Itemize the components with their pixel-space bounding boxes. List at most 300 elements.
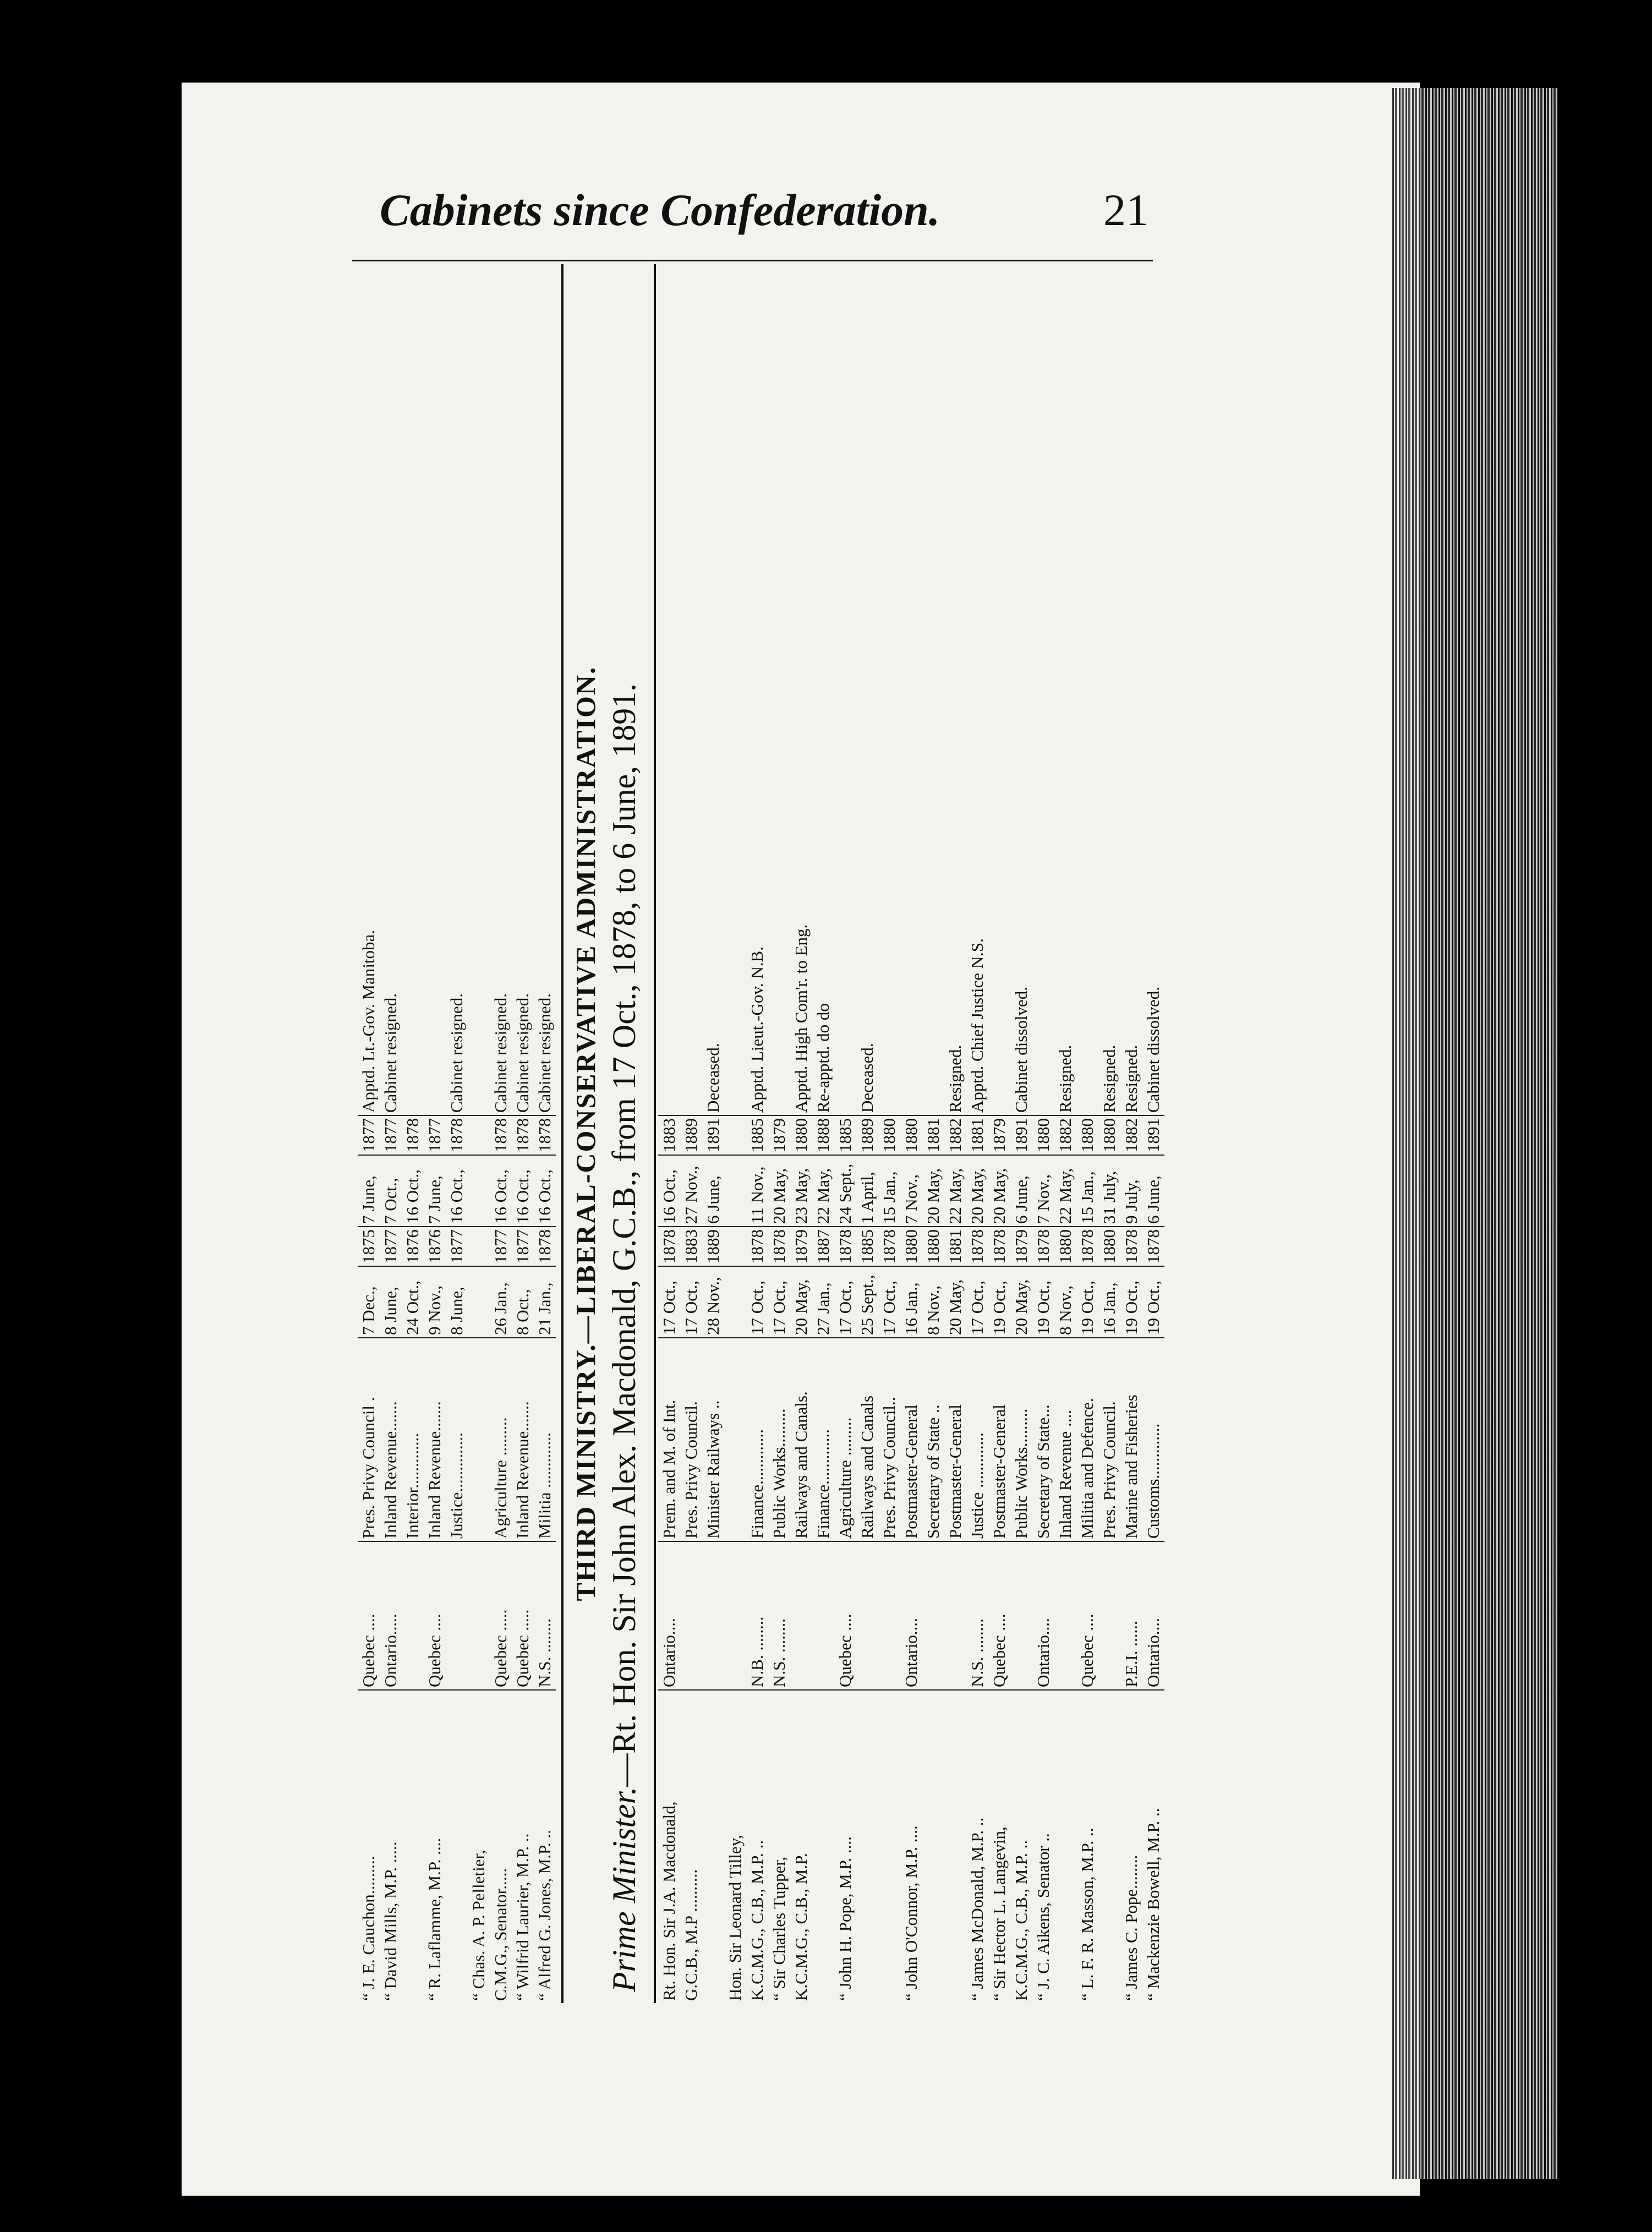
- table-cell: Quebec ....: [424, 1541, 446, 1690]
- table-cell: Agriculture .........: [490, 1338, 512, 1541]
- table-cell: Pres. Privy Council.: [680, 1338, 702, 1541]
- table-cell: 1891: [702, 1115, 724, 1155]
- table-cell: “ David Mills, M.P. .....: [380, 1690, 402, 2003]
- table-cell: 8 Nov.,: [1054, 1266, 1076, 1338]
- table-cell: N.S. ........: [966, 1541, 988, 1690]
- table-cell: Cabinet resigned.: [381, 993, 400, 1113]
- table-cell: 22 May,: [1054, 1155, 1076, 1227]
- table-cell: “ Chas. A. P. Pelletier,: [468, 1690, 490, 2003]
- table-cell: 1880: [1054, 1227, 1076, 1266]
- table-cell: Ontario....: [900, 1541, 922, 1690]
- table-cell: Postmaster-General: [944, 1338, 966, 1541]
- table-cell: 25 Sept.,: [856, 1266, 878, 1338]
- table-cell: [922, 1690, 944, 2003]
- table-cell: “ John H. Pope, M.P. ....: [834, 1690, 856, 2003]
- table-cell: 20 May,: [988, 1155, 1010, 1227]
- table-cell: Resigned.: [1099, 1044, 1119, 1113]
- table-cell: [790, 1541, 812, 1690]
- table-row: [424, 264, 446, 2003]
- table-cell: “ James McDonald, M.P. ..: [966, 1690, 988, 2003]
- table-row: [702, 264, 724, 2003]
- table-row: [658, 264, 680, 2003]
- table-cell: [812, 1690, 834, 2003]
- table-cell: [468, 1541, 490, 1690]
- table-cell: N.B. ........: [746, 1541, 768, 1690]
- table-cell: 1887: [812, 1227, 834, 1266]
- table-cell: [988, 264, 1010, 1115]
- table-cell: 1877: [380, 1227, 402, 1266]
- table-cell: Public Works.........: [768, 1338, 790, 1541]
- table-cell: G.C.B., M.P ..........: [680, 1690, 702, 2003]
- table-cell: 1878: [1032, 1227, 1054, 1266]
- table-cell: 17 Oct.,: [680, 1266, 702, 1338]
- table-cell: [878, 1690, 900, 2003]
- table-cell: 1883: [658, 1115, 680, 1155]
- table-cell: 16 Oct.,: [534, 1155, 556, 1227]
- table-cell: Cabinet resigned.: [491, 993, 510, 1113]
- table-cell: “ R. Laflamme, M.P. ....: [424, 1690, 446, 2003]
- prime-minister-label: Prime Minister.: [606, 1786, 642, 1992]
- table-cell: [900, 264, 922, 1115]
- table-cell: [680, 264, 702, 1115]
- table-cell: “ L. F. R. Masson, M.P. ..: [1076, 1690, 1098, 2003]
- table-cell: Militia .............: [534, 1338, 556, 1541]
- rotated-table-block: [352, 264, 1163, 2003]
- table-cell: [468, 1115, 490, 1155]
- table-cell: 1885: [746, 1115, 768, 1155]
- table-cell: 1878: [402, 1115, 424, 1155]
- table-cell: 19 Oct.,: [1120, 1266, 1142, 1338]
- table-cell: Secretary of State...: [1032, 1338, 1054, 1541]
- table-cell: 16 Oct.,: [658, 1155, 680, 1227]
- table-cell: “ James C. Pope........: [1120, 1690, 1142, 2003]
- table-cell: Quebec ....: [358, 1541, 380, 1690]
- table-cell: [812, 1541, 834, 1690]
- table-row: [878, 264, 900, 2003]
- table-cell: Apptd. High Com'r. to Eng.: [791, 924, 811, 1113]
- table-cell: 1882: [1120, 1115, 1142, 1155]
- table-cell: 1891: [1142, 1115, 1164, 1155]
- table-cell: Pres. Privy Council.: [1098, 1338, 1120, 1541]
- table-cell: 23 May,: [790, 1155, 812, 1227]
- table-cell: 1880: [878, 1115, 900, 1155]
- table-cell: N.S. ........: [534, 1541, 556, 1690]
- table-cell: 1879: [988, 1115, 1010, 1155]
- table-cell: Inland Revenue.......: [380, 1338, 402, 1541]
- table-cell: 21 Jan.,: [534, 1266, 556, 1338]
- table-cell: 16 Jan.,: [1098, 1266, 1120, 1338]
- table-cell: [1054, 1541, 1076, 1690]
- page-number: 21: [1103, 185, 1148, 235]
- table-cell: 17 Oct.,: [746, 1266, 768, 1338]
- table-cell: 6 June,: [1010, 1155, 1032, 1227]
- table-cell: 1876: [424, 1227, 446, 1266]
- table-cell: [402, 1690, 424, 2003]
- table-row: [468, 264, 490, 2003]
- table-cell: 1880: [1032, 1115, 1054, 1155]
- table-cell: C.M.G., Senator.....: [490, 1690, 512, 2003]
- table-cell: Prem. and M. of Int.: [658, 1338, 680, 1541]
- table-cell: 31 July,: [1098, 1155, 1120, 1227]
- table-cell: 1883: [680, 1227, 702, 1266]
- table-cell: 19 Oct.,: [1032, 1266, 1054, 1338]
- table-cell: 15 Jan.,: [1076, 1155, 1098, 1227]
- table-cell: 1879: [768, 1115, 790, 1155]
- table-cell: 1878: [490, 1115, 512, 1155]
- table-cell: Postmaster-General: [900, 1338, 922, 1541]
- table-cell: 1878: [658, 1227, 680, 1266]
- table-cell: 7 Nov.,: [1032, 1155, 1054, 1227]
- table-cell: [468, 1266, 490, 1338]
- third-ministry-table: [658, 264, 1164, 2003]
- table-cell: [1032, 264, 1054, 1115]
- table-row: [358, 264, 380, 2003]
- table-cell: [658, 264, 680, 1115]
- table-cell: 1878: [746, 1227, 768, 1266]
- table-cell: 1880: [1098, 1227, 1120, 1266]
- table-cell: 1885: [856, 1227, 878, 1266]
- table-cell: [1076, 264, 1098, 1115]
- header-rule: [352, 260, 1153, 261]
- table-cell: 1878: [534, 1227, 556, 1266]
- table-cell: 16 Oct.,: [446, 1155, 468, 1227]
- table-cell: [1098, 1690, 1120, 2003]
- table-cell: 17 Oct.,: [966, 1266, 988, 1338]
- table-cell: Railways and Canals.: [790, 1338, 812, 1541]
- table-cell: Inland Revenue.......: [424, 1338, 446, 1541]
- table-cell: 9 July,: [1120, 1155, 1142, 1227]
- table-cell: “ Sir Charles Tupper,: [768, 1690, 790, 2003]
- table-row: [380, 264, 402, 2003]
- table-cell: 1878: [834, 1227, 856, 1266]
- table-cell: 19 Oct.,: [1076, 1266, 1098, 1338]
- table-cell: [724, 1115, 746, 1155]
- table-cell: Apptd. Lt.-Gov. Manitoba.: [359, 929, 378, 1113]
- table-cell: [724, 1338, 746, 1541]
- table-cell: 20 May,: [790, 1266, 812, 1338]
- table-cell: 1878: [1142, 1227, 1164, 1266]
- table-cell: Justice .............: [966, 1338, 988, 1541]
- table-row: [680, 264, 702, 2003]
- table-row: [746, 264, 768, 2003]
- table-cell: 1880: [900, 1115, 922, 1155]
- table-row: [834, 264, 856, 2003]
- table-cell: Resigned.: [1122, 1044, 1141, 1113]
- table-cell: 16 Oct.,: [512, 1155, 534, 1227]
- table-cell: 1889: [856, 1115, 878, 1155]
- table-cell: Railways and Canals: [856, 1338, 878, 1541]
- table-cell: [1098, 1541, 1120, 1690]
- table-row: [900, 264, 922, 2003]
- table-cell: K.C.M.G., C.B., M.P. ..: [746, 1690, 768, 2003]
- table-row: [724, 264, 746, 2003]
- table-cell: 7 Oct.,: [380, 1155, 402, 1227]
- table-cell: Cabinet resigned.: [535, 993, 554, 1113]
- table-cell: 1877: [424, 1115, 446, 1155]
- table-cell: 1878: [988, 1227, 1010, 1266]
- table-cell: [468, 1227, 490, 1266]
- table-cell: 8 June,: [380, 1266, 402, 1338]
- table-cell: Cabinet dissolved.: [1011, 986, 1031, 1113]
- table-cell: N.S. ........: [768, 1541, 790, 1690]
- table-cell: Quebec ....: [834, 1541, 856, 1690]
- table-cell: [834, 264, 856, 1115]
- table-cell: 1880: [900, 1227, 922, 1266]
- table-cell: 8 June,: [446, 1266, 468, 1338]
- table-row: [966, 264, 988, 2003]
- table-cell: 8 Oct.,: [512, 1266, 534, 1338]
- table-row: [812, 264, 834, 2003]
- table-cell: Apptd. Chief Justice N.S.: [967, 938, 987, 1113]
- table-row: [1120, 264, 1142, 2003]
- table-cell: 1889: [680, 1115, 702, 1155]
- table-cell: 1 April,: [856, 1155, 878, 1227]
- table-cell: Resigned.: [1055, 1044, 1075, 1113]
- table-cell: 20 May,: [922, 1155, 944, 1227]
- table-cell: 16 Oct.,: [490, 1155, 512, 1227]
- table-cell: 1889: [702, 1227, 724, 1266]
- table-row: [1010, 264, 1032, 2003]
- table-cell: Marine and Fisheries: [1120, 1338, 1142, 1541]
- table-cell: [446, 1541, 468, 1690]
- table-row: [944, 264, 966, 2003]
- table-cell: Cabinet resigned.: [447, 993, 466, 1113]
- table-cell: 1878: [1120, 1227, 1142, 1266]
- table-cell: Deceased.: [857, 1043, 877, 1113]
- table-cell: Apptd. Lieut.-Gov. N.B.: [747, 947, 767, 1113]
- table-cell: 20 May,: [1010, 1266, 1032, 1338]
- table-cell: [724, 1227, 746, 1266]
- table-cell: 1879: [790, 1227, 812, 1266]
- table-cell: 17 Oct.,: [658, 1266, 680, 1338]
- table-cell: “ J. C. Aikens, Senator ..: [1032, 1690, 1054, 2003]
- table-cell: 15 Jan.,: [878, 1155, 900, 1227]
- table-cell: 1878: [768, 1227, 790, 1266]
- table-cell: “ John O'Connor, M.P. ....: [900, 1690, 922, 2003]
- table-cell: [944, 1690, 966, 2003]
- table-row: [1076, 264, 1098, 2003]
- table-cell: 28 Nov.,: [702, 1266, 724, 1338]
- table-row: [768, 264, 790, 2003]
- table-row: [402, 264, 424, 2003]
- table-cell: 1878: [966, 1227, 988, 1266]
- running-title: Cabinets since Confederation.: [380, 185, 940, 235]
- table-cell: 8 Nov.,: [922, 1266, 944, 1338]
- table-cell: 1891: [1010, 1115, 1032, 1155]
- table-cell: 1878: [1076, 1227, 1098, 1266]
- table-row: [1032, 264, 1054, 2003]
- table-cell: 17 Oct.,: [878, 1266, 900, 1338]
- table-cell: 1880: [922, 1227, 944, 1266]
- table-cell: [768, 264, 790, 1115]
- table-row: [490, 264, 512, 2003]
- table-cell: Resigned.: [945, 1044, 965, 1113]
- table-cell: Militia and Defence.: [1076, 1338, 1098, 1541]
- table-row: [1054, 264, 1076, 2003]
- table-cell: [878, 1541, 900, 1690]
- table-cell: [446, 1690, 468, 2003]
- table-cell: 1876: [402, 1227, 424, 1266]
- table-cell: Re-apptd. do do: [813, 1003, 833, 1113]
- table-row: [1142, 264, 1164, 2003]
- table-cell: [468, 264, 490, 1115]
- table-cell: [1054, 1690, 1076, 2003]
- table-cell: [922, 264, 944, 1115]
- table-cell: 1877: [512, 1227, 534, 1266]
- table-cell: 17 Oct.,: [768, 1266, 790, 1338]
- table-cell: 17 Oct.,: [834, 1266, 856, 1338]
- table-cell: [468, 1155, 490, 1227]
- table-cell: [680, 1541, 702, 1690]
- table-cell: 1877: [380, 1115, 402, 1155]
- table-cell: P.E.I. ......: [1120, 1541, 1142, 1690]
- table-row: [922, 264, 944, 2003]
- table-cell: [1010, 1541, 1032, 1690]
- table-cell: [468, 1338, 490, 1541]
- table-cell: Ontario....: [658, 1541, 680, 1690]
- table-cell: [724, 1155, 746, 1227]
- table-cell: Quebec .....: [490, 1541, 512, 1690]
- table-cell: 1879: [1010, 1227, 1032, 1266]
- table-cell: 1880: [1098, 1115, 1120, 1155]
- table-cell: 1878: [446, 1115, 468, 1155]
- table-cell: 7 June,: [424, 1155, 446, 1227]
- table-cell: 27 Nov.,: [680, 1155, 702, 1227]
- table-row: [534, 264, 556, 2003]
- table-cell: Customs.............: [1142, 1338, 1164, 1541]
- table-cell: Agriculture .........: [834, 1338, 856, 1541]
- table-cell: 1878: [512, 1115, 534, 1155]
- table-cell: 22 May,: [812, 1155, 834, 1227]
- table-cell: “ J. E. Cauchon.........: [358, 1690, 380, 2003]
- table-cell: Quebec .....: [512, 1541, 534, 1690]
- table-cell: 6 June,: [1142, 1155, 1164, 1227]
- table-cell: Minister Railways ..: [702, 1338, 724, 1541]
- table-row: [988, 264, 1010, 2003]
- table-cell: 1878: [878, 1227, 900, 1266]
- table-cell: “ Wilfrid Laurier, M.P. ..: [512, 1690, 534, 2003]
- table-cell: 1881: [922, 1115, 944, 1155]
- table-cell: 6 June,: [702, 1155, 724, 1227]
- table-cell: [702, 1690, 724, 2003]
- table-cell: [878, 264, 900, 1115]
- table-row: [446, 264, 468, 2003]
- table-cell: 27 Jan.,: [812, 1266, 834, 1338]
- table-cell: K.C.M.G., C.B., M.P. ..: [1010, 1690, 1032, 2003]
- table-cell: 1877: [490, 1227, 512, 1266]
- table-cell: Inland Revenue.......: [512, 1338, 534, 1541]
- table-cell: 26 Jan.,: [490, 1266, 512, 1338]
- table-cell: 9 Nov.,: [424, 1266, 446, 1338]
- table-cell: Rt. Hon. Sir J.A. Macdonald,: [658, 1690, 680, 2003]
- table-cell: “ Sir Hector L. Langevin,: [988, 1690, 1010, 2003]
- table-cell: 19 Oct.,: [988, 1266, 1010, 1338]
- prime-minister-line: [605, 683, 643, 1992]
- table-cell: Hon. Sir Leonard Tilley,: [724, 1690, 746, 2003]
- table-cell: [702, 1541, 724, 1690]
- table-cell: Postmaster-General: [988, 1338, 1010, 1541]
- prime-minister-text: —Rt. Hon. Sir John Alex. Macdonald, G.C.B., from 17 Oct., 1878, to 6 June, 1891.: [606, 683, 642, 1787]
- table-cell: [724, 1541, 746, 1690]
- table-cell: 1882: [1054, 1115, 1076, 1155]
- table-cell: 1878: [534, 1115, 556, 1155]
- table-cell: Secretary of State ..: [922, 1338, 944, 1541]
- table-cell: [856, 1690, 878, 2003]
- table-cell: “ Alfred G. Jones, M.P. ..: [534, 1690, 556, 2003]
- table-row: [512, 264, 534, 2003]
- table-cell: 1880: [790, 1115, 812, 1155]
- table-cell: 1888: [812, 1115, 834, 1155]
- table-cell: 24 Sept.,: [834, 1155, 856, 1227]
- table-cell: [424, 264, 446, 1115]
- table-cell: 19 Oct.,: [1142, 1266, 1164, 1338]
- table-cell: 22 May,: [944, 1155, 966, 1227]
- table-cell: 1881: [966, 1115, 988, 1155]
- table-cell: [922, 1541, 944, 1690]
- table-row: [856, 264, 878, 2003]
- table-cell: 24 Oct.,: [402, 1266, 424, 1338]
- table-cell: Quebec ....: [988, 1541, 1010, 1690]
- table-cell: 1880: [1076, 1115, 1098, 1155]
- table-cell: 1877: [446, 1227, 468, 1266]
- table-cell: Inland Revenue ....: [1054, 1338, 1076, 1541]
- table-cell: Justice..............: [446, 1338, 468, 1541]
- table-row: [1098, 264, 1120, 2003]
- table-row: [790, 264, 812, 2003]
- table-cell: 1875: [358, 1227, 380, 1266]
- table-cell: [724, 264, 746, 1115]
- section-rule-2: [654, 264, 656, 2003]
- table-cell: 7 Nov.,: [900, 1155, 922, 1227]
- table-cell: Pres. Privy Council .: [358, 1338, 380, 1541]
- section-rule: [561, 264, 564, 2003]
- section-heading: THIRD MINISTRY.—LIBERAL-CONSERVATIVE ADMINISTRATION.: [570, 666, 601, 1601]
- table-cell: Interior.............: [402, 1338, 424, 1541]
- table-cell: 16 Oct.,: [402, 1155, 424, 1227]
- table-cell: Ontario....: [1032, 1541, 1054, 1690]
- table-cell: Cabinet resigned.: [513, 993, 532, 1113]
- table-cell: Deceased.: [703, 1043, 723, 1113]
- table-cell: 1877: [358, 1115, 380, 1155]
- previous-ministry-table: [358, 264, 556, 2003]
- table-cell: 16 Jan.,: [900, 1266, 922, 1338]
- table-cell: [402, 264, 424, 1115]
- table-cell: [944, 1541, 966, 1690]
- table-cell: Finance.............: [812, 1338, 834, 1541]
- book-edge: [1392, 88, 1557, 2179]
- table-cell: Public Works.........: [1010, 1338, 1032, 1541]
- table-cell: “ Mackenzie Bowell, M.P. ..: [1142, 1690, 1164, 2003]
- table-cell: 7 Dec.,: [358, 1266, 380, 1338]
- table-cell: 1882: [944, 1115, 966, 1155]
- table-cell: [856, 1541, 878, 1690]
- table-cell: K.C.M.G., C.B., M.P.: [790, 1690, 812, 2003]
- table-cell: Cabinet dissolved.: [1144, 986, 1163, 1113]
- table-cell: Ontario....: [1142, 1541, 1164, 1690]
- table-cell: 20 May,: [768, 1155, 790, 1227]
- table-cell: 1881: [944, 1227, 966, 1266]
- table-cell: 20 May,: [944, 1266, 966, 1338]
- table-cell: Pres. Privy Council..: [878, 1338, 900, 1541]
- table-cell: 1885: [834, 1115, 856, 1155]
- table-cell: Ontario.....: [380, 1541, 402, 1690]
- table-cell: [402, 1541, 424, 1690]
- table-cell: 11 Nov.,: [746, 1155, 768, 1227]
- table-cell: 7 June,: [358, 1155, 380, 1227]
- table-cell: Finance.............: [746, 1338, 768, 1541]
- table-cell: 20 May,: [966, 1155, 988, 1227]
- table-cell: [724, 1266, 746, 1338]
